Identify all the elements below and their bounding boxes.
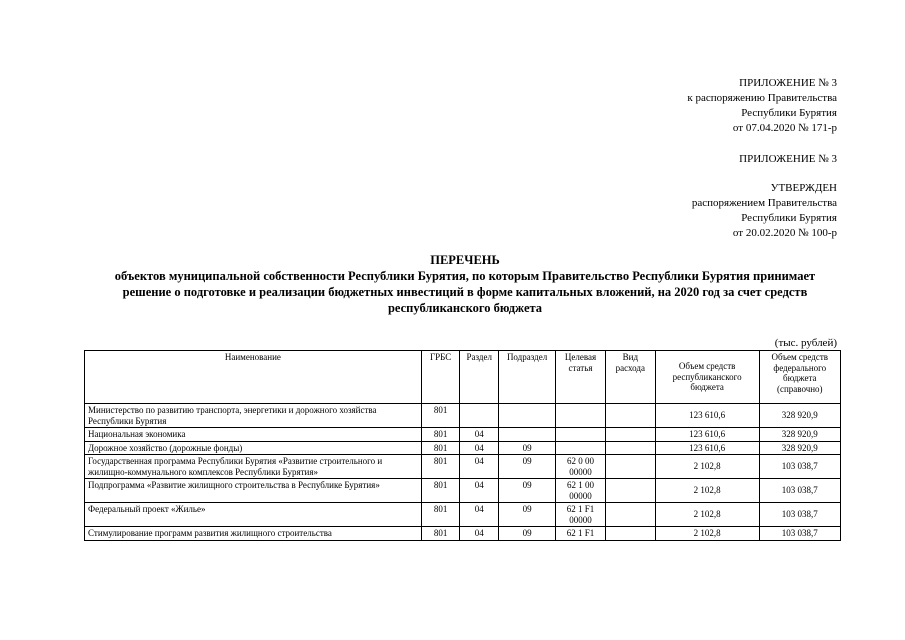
row-podrazdel-cell: 09 [499, 455, 556, 479]
row-razdel-cell: 04 [460, 479, 499, 503]
document-title: ПЕРЕЧЕНЬ [430, 253, 500, 267]
row-rep-budget-cell: 2 102,8 [655, 527, 759, 541]
column-header-rep-budget: Объем средств республиканского бюджета [655, 351, 759, 404]
column-header-razdel: Раздел [460, 351, 499, 404]
header-line: от 20.02.2020 № 100-р [732, 227, 837, 239]
row-grbs-cell: 801 [421, 428, 460, 442]
row-podrazdel-cell: 09 [499, 441, 556, 455]
row-celevaya-cell: 62 1 F1 [556, 527, 606, 541]
header-line: ПРИЛОЖЕНИЕ № 3 [739, 77, 837, 89]
row-rep-budget-cell: 123 610,6 [655, 404, 759, 428]
row-rep-budget-cell: 2 102,8 [655, 479, 759, 503]
table-row [85, 503, 841, 527]
row-vid-cell [605, 503, 655, 527]
table-row [85, 527, 841, 541]
row-fed-budget-cell: 103 038,7 [759, 455, 840, 479]
column-header-fed-budget: Объем средств федерального бюджета (справочно) [759, 351, 840, 404]
row-grbs-cell: 801 [421, 527, 460, 541]
row-fed-budget-cell: 103 038,7 [759, 503, 840, 527]
row-celevaya-cell: 62 1 F1 00000 [556, 503, 606, 527]
row-razdel-cell: 04 [460, 527, 499, 541]
row-celevaya-cell [556, 404, 606, 428]
row-name-cell: Федеральный проект «Жилье» [85, 503, 422, 527]
row-rep-budget-cell: 123 610,6 [655, 428, 759, 442]
row-name-cell: Министерство по развитию транспорта, энергетики и дорожного хозяйства Республики Бурятия [85, 404, 422, 428]
row-fed-budget-cell: 328 920,9 [759, 441, 840, 455]
row-celevaya-cell [556, 441, 606, 455]
header-line: к распоряжению Правительства [687, 92, 837, 104]
row-rep-budget-cell: 123 610,6 [655, 441, 759, 455]
table-row [85, 428, 841, 442]
appendix-header [739, 152, 837, 167]
row-rep-budget-cell: 2 102,8 [655, 503, 759, 527]
row-razdel-cell: 04 [460, 503, 499, 527]
header-line: распоряжением Правительства [691, 197, 837, 209]
table-row [85, 441, 841, 455]
row-vid-cell [605, 479, 655, 503]
column-header-celevaya: Целевая статья [556, 351, 606, 404]
column-header-name: Наименование [85, 351, 422, 404]
row-name-cell: Дорожное хозяйство (дорожные фонды) [85, 441, 422, 455]
row-celevaya-cell: 62 1 00 00000 [556, 479, 606, 503]
row-fed-budget-cell: 328 920,9 [759, 404, 840, 428]
units-label: (тыс. рублей) [774, 337, 837, 349]
column-header-vid: Вид расхода [605, 351, 655, 404]
header-line: ПРИЛОЖЕНИЕ № 3 [739, 153, 837, 165]
document-subtitle: объектов муниципальной собственности Республики Бурятия, по которым Правительство Республики Бурятия принимает решение о подготовке и реализации бюджетных инвестиций в форме капитальных вложений, на 2020 год за счет средств республиканского бюджета [114, 269, 816, 315]
row-vid-cell [605, 404, 655, 428]
row-name-cell: Стимулирование программ развития жилищного строительства [85, 527, 422, 541]
row-celevaya-cell: 62 0 00 00000 [556, 455, 606, 479]
row-name-cell: Национальная экономика [85, 428, 422, 442]
header-line: Республики Бурятия [741, 212, 837, 224]
row-rep-budget-cell: 2 102,8 [655, 455, 759, 479]
row-razdel-cell: 04 [460, 455, 499, 479]
row-razdel-cell: 04 [460, 441, 499, 455]
table-row [85, 404, 841, 428]
table-header-row [85, 351, 841, 404]
row-vid-cell [605, 455, 655, 479]
approval-header [687, 76, 837, 136]
row-razdel-cell [460, 404, 499, 428]
row-podrazdel-cell [499, 428, 556, 442]
column-header-grbs: ГРБС [421, 351, 460, 404]
row-razdel-cell: 04 [460, 428, 499, 442]
table-row [85, 479, 841, 503]
header-line: Республики Бурятия [741, 107, 837, 119]
row-podrazdel-cell: 09 [499, 503, 556, 527]
row-name-cell: Государственная программа Республики Бурятия «Развитие строительного и жилищно-коммунального комплексов Республики Бурятия» [85, 455, 422, 479]
row-celevaya-cell [556, 428, 606, 442]
row-grbs-cell: 801 [421, 441, 460, 455]
row-fed-budget-cell: 328 920,9 [759, 428, 840, 442]
header-line: УТВЕРЖДЕН [770, 182, 837, 194]
column-header-podrazdel: Подраздел [499, 351, 556, 404]
row-name-cell: Подпрограмма «Развитие жилищного строительства в Республике Бурятия» [85, 479, 422, 503]
budget-table [84, 350, 841, 541]
row-grbs-cell: 801 [421, 503, 460, 527]
row-grbs-cell: 801 [421, 404, 460, 428]
row-grbs-cell: 801 [421, 455, 460, 479]
row-vid-cell [605, 527, 655, 541]
row-fed-budget-cell: 103 038,7 [759, 479, 840, 503]
row-fed-budget-cell: 103 038,7 [759, 527, 840, 541]
row-podrazdel-cell [499, 404, 556, 428]
approved-header [692, 181, 837, 241]
row-podrazdel-cell: 09 [499, 479, 556, 503]
row-grbs-cell: 801 [421, 479, 460, 503]
row-vid-cell [605, 441, 655, 455]
table-row [85, 455, 841, 479]
row-podrazdel-cell: 09 [499, 527, 556, 541]
header-line: от 07.04.2020 № 171-р [732, 122, 837, 134]
row-vid-cell [605, 428, 655, 442]
